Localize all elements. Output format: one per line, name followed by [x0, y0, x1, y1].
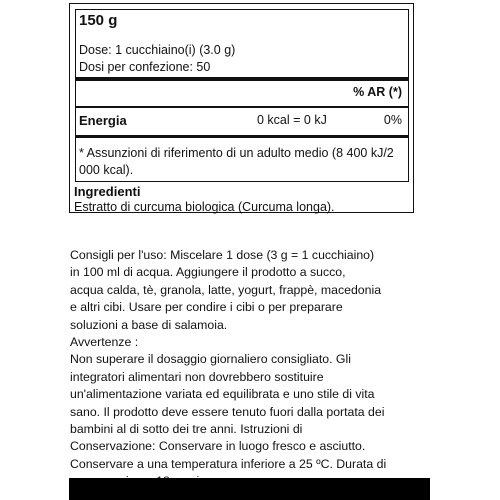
- energy-percent: 0%: [383, 113, 402, 127]
- divider: [76, 106, 408, 108]
- net-weight: 150 g: [79, 12, 118, 29]
- divider-thick: [76, 77, 408, 81]
- ar-column-header: % AR (*): [353, 85, 402, 99]
- ingredients-text: Estratto di curcuma biologica (Curcuma longa).: [74, 200, 335, 214]
- energy-value: 0 kcal = 0 kJ: [257, 113, 327, 127]
- bottom-black-bar: [69, 478, 430, 500]
- energy-label: Energia: [79, 113, 127, 128]
- usage-instructions: Consigli per l'uso: Miscelare 1 dose (3 g = 1 cucchiaino) in 100 ml di acqua. Aggiungere il prodotto a succo, acqua calda, tè, granola, latte, yogurt, frappè, macedonia e altri cibi. Usare per condire i cibi o per preparare soluzioni a base di salamoia. Avvertenze : Non superare il dosaggio giornaliero consigliato. Gli integratori alimentari non dovrebbero sostituire un'alimentazione variata ed equilibrata e uno stile di vita sano. Il prodotto deve essere tenuto fuori dalla portata dei bambini al di sotto dei tre anni. Istruzioni di Conservazione: Conservare in luogo fresco e asciutto. Conservare a una temperatura inferiore a 25 ºC. Durata di: [70, 248, 387, 471]
- product-label-box: [69, 3, 414, 213]
- reference-intake-footnote: * Assunzioni di riferimento di un adulto medio (8 400 kJ/2 000 kcal).: [79, 146, 394, 177]
- ingredients-title: Ingredienti: [74, 184, 141, 199]
- serving-dose: Dose: 1 cucchiaino(i) (3.0 g): [79, 43, 236, 57]
- servings-per-pack: Dosi per confezione: 50: [79, 60, 211, 74]
- nutrition-facts-panel: [75, 9, 409, 182]
- divider-thick: [76, 135, 408, 138]
